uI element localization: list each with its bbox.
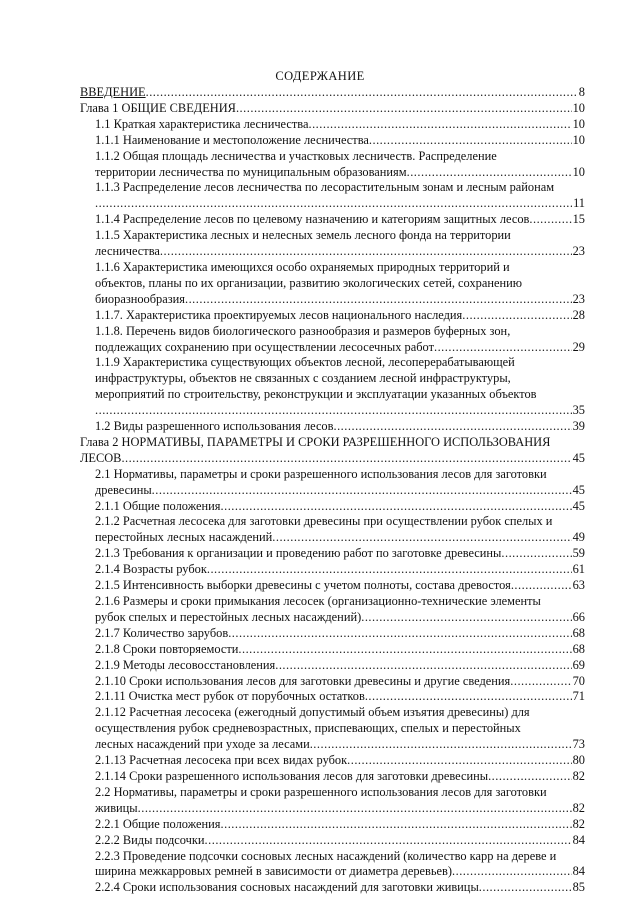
toc-entry-title: 2.1.11 Очистка мест рубок от порубочных остатков	[95, 689, 365, 704]
toc-entry-text-line: 1.1.8. Перечень видов биологического разнообразия и размеров буферных зон,	[95, 323, 511, 338]
toc-entry-title: рубок спелых и перестойных лесных насаждений)	[95, 609, 362, 624]
toc-page-number: 10	[572, 164, 585, 179]
toc-entry[interactable]	[80, 435, 585, 467]
toc-page-number: 73	[572, 737, 585, 752]
toc-page-number: 68	[572, 641, 585, 656]
toc-page-number: 11	[573, 196, 585, 211]
dot-leader	[511, 578, 572, 594]
toc-page-number: 45	[572, 450, 585, 465]
toc-entry[interactable]	[80, 880, 585, 896]
toc-entry[interactable]	[80, 594, 585, 626]
toc-page-number: 10	[572, 116, 585, 131]
toc-page-number: 85	[572, 880, 585, 895]
toc-page-number: 82	[572, 800, 585, 815]
toc-entry[interactable]	[80, 85, 585, 101]
toc-page-number: 84	[572, 864, 585, 879]
toc-entry-text-line: 2.1.2 Расчетная лесосека для заготовки древесины при осуществлении рубок спелых и	[95, 514, 553, 529]
dot-leader	[347, 753, 571, 769]
toc-entry-title: 1.1.1 Наименование и местоположение лесничества	[95, 132, 369, 147]
toc-page-number: 82	[572, 816, 585, 831]
toc-entry[interactable]	[80, 149, 585, 181]
toc-entry[interactable]	[80, 753, 585, 769]
toc-entry-text-line: инфраструктуры, объектов не связанных с созданием лесной инфраструктуры,	[95, 371, 511, 386]
dot-leader	[529, 212, 571, 228]
toc-page-number: 61	[572, 562, 585, 577]
page-title: СОДЕРЖАНИЕ	[275, 69, 365, 83]
toc-entry-title: 2.1.5 Интенсивность выборки древесины с учетом полноты, состава древостоя	[95, 578, 511, 593]
toc-entry[interactable]	[80, 308, 585, 324]
toc-entry-title: 2.1.10 Сроки использования лесов для заготовки древесины и другие сведения	[95, 673, 511, 688]
toc-entry-title: ЛЕСОВ	[80, 450, 122, 465]
toc-entry[interactable]	[80, 849, 585, 881]
dot-leader	[488, 769, 572, 785]
toc-page-number: 45	[572, 498, 585, 513]
toc-entry[interactable]	[80, 419, 585, 435]
dot-leader	[228, 626, 571, 642]
toc-entry-title: 1.1 Краткая характеристика лесничества	[95, 116, 309, 131]
dot-leader	[152, 483, 572, 499]
toc-page-number: 15	[572, 212, 585, 227]
dot-leader	[238, 642, 571, 658]
toc-entry-title: 2.1.14 Сроки разрешенного использования лесов для заготовки древесины	[95, 768, 489, 783]
toc-entry-text-line: 1.1.9 Характеристика существующих объектов лесной, лесоперерабатывающей	[95, 355, 515, 370]
toc-page-number: 39	[572, 419, 585, 434]
toc-entry-title: 2.2.4 Сроки использования сосновых насаждений для заготовки живицы	[95, 880, 479, 895]
dot-leader	[221, 817, 572, 833]
toc-entry[interactable]	[80, 355, 585, 419]
toc-entry[interactable]	[80, 689, 585, 705]
toc-entry[interactable]	[80, 133, 585, 149]
toc-entry[interactable]	[80, 817, 585, 833]
toc-page-number: 23	[572, 291, 585, 306]
table-of-contents	[80, 85, 585, 896]
dot-leader	[205, 833, 572, 849]
toc-entry-title: 1.1.4 Распределение лесов по целевому назначению и категориям защитных лесов	[95, 212, 530, 227]
toc-entry[interactable]	[80, 101, 585, 117]
toc-entry[interactable]	[80, 674, 585, 690]
toc-entry-title: 1.2 Виды разрешенного использования лесов	[95, 419, 334, 434]
dot-leader	[121, 451, 571, 467]
toc-entry-text-line: 2.2.3 Проведение подсочки сосновых лесных насаждений (количество карр на дереве и	[95, 848, 557, 863]
dot-leader	[207, 562, 572, 578]
dot-leader	[308, 117, 571, 133]
toc-entry-text-line: 2.1.6 Размеры и сроки примыкания лесосек (организационно-технические элементы	[95, 594, 541, 608]
toc-entry-text-line: Глава 2 НОРМАТИВЫ, ПАРАМЕТРЫ И СРОКИ РАЗРЕШЕННОГО ИСПОЛЬЗОВАНИЯ	[80, 434, 551, 449]
toc-page-number: 10	[572, 100, 585, 115]
toc-entry-text-line: 1.1.2 Общая площадь лесничества и участковых лесничеств. Распределение	[95, 148, 497, 163]
toc-entry-text-line: объектов, планы по их организации, развитию экологических сетей, сохранению	[95, 275, 522, 290]
toc-entry-title: 2.1.4 Возрасты рубок	[95, 562, 207, 577]
dot-leader	[462, 308, 571, 324]
toc-page-number: 63	[572, 578, 585, 593]
toc-entry[interactable]	[80, 769, 585, 785]
toc-page-number: 59	[572, 546, 585, 561]
dot-leader	[361, 610, 571, 626]
dot-leader	[221, 499, 572, 515]
toc-entry[interactable]	[80, 546, 585, 562]
toc-page-number: 23	[572, 244, 585, 259]
toc-entry-title: 2.1.1 Общие положения	[95, 498, 221, 513]
dot-leader	[160, 244, 572, 260]
toc-entry[interactable]	[80, 467, 585, 499]
toc-entry-title: биоразнообразия	[95, 291, 185, 306]
toc-entry-title: древесины	[95, 482, 152, 497]
dot-leader	[310, 737, 572, 753]
toc-entry[interactable]	[80, 785, 585, 817]
toc-entry[interactable]	[80, 705, 585, 753]
toc-page-number: 68	[572, 625, 585, 640]
toc-page-number: 8	[578, 85, 585, 99]
toc-entry-title: ширина межкарровых ремней в зависимости от диаметра деревьев)	[95, 864, 453, 879]
dot-leader	[272, 530, 571, 546]
dot-leader	[275, 658, 571, 674]
dot-leader	[333, 419, 571, 435]
toc-page-number: 10	[572, 132, 585, 147]
toc-entry-title: живицы	[95, 800, 138, 815]
toc-page-number: 84	[572, 832, 585, 847]
toc-page-number: 29	[572, 339, 585, 354]
toc-entry[interactable]	[80, 324, 585, 356]
toc-entry-title: Глава 1 ОБЩИЕ СВЕДЕНИЯ	[80, 100, 236, 115]
toc-page-number: 49	[572, 530, 585, 545]
toc-entry[interactable]	[80, 833, 585, 849]
toc-entry-title: 2.1.7 Количество зарубов	[95, 625, 229, 640]
toc-entry-title: подлежащих сохранению при осуществлении лесосечных работ	[95, 339, 434, 354]
dot-leader	[407, 165, 572, 181]
dot-leader	[452, 864, 572, 880]
dot-leader	[501, 546, 571, 562]
toc-entry[interactable]	[80, 212, 585, 228]
toc-entry-title: 2.2.1 Общие положения	[95, 816, 221, 831]
dot-leader	[434, 340, 572, 356]
dot-leader	[479, 880, 572, 896]
toc-entry-text-line: осуществления рубок средневозрастных, приспевающих, спелых и перестойных	[95, 721, 521, 736]
toc-entry[interactable]	[80, 578, 585, 594]
toc-entry[interactable]	[80, 180, 585, 212]
toc-entry[interactable]	[80, 562, 585, 578]
toc-page-number: 45	[572, 482, 585, 497]
toc-entry[interactable]	[80, 626, 585, 642]
toc-entry-title: лесных насаждений при уходе за лесами	[95, 737, 310, 752]
toc-entry[interactable]	[80, 514, 585, 546]
toc-entry-title: 2.1.3 Требования к организации и проведению работ по заготовке древесины	[95, 546, 502, 561]
toc-entry[interactable]	[80, 228, 585, 260]
toc-entry-title: территории лесничества по муниципальным образованиям	[95, 164, 407, 179]
toc-entry-text-line: 2.1.12 Расчетная лесосека (ежегодный допустимый объем изъятия древесины) для	[95, 705, 530, 720]
dot-leader	[510, 674, 571, 690]
toc-page-number: 82	[572, 768, 585, 783]
dot-leader	[185, 292, 572, 308]
toc-entry-title: 2.1.9 Методы лесовосстановления	[95, 657, 276, 672]
toc-page-number: 70	[572, 673, 585, 688]
toc-entry-title: ВВЕДЕНИЕ	[80, 85, 146, 99]
dot-leader	[365, 689, 572, 705]
toc-entry-title: лесничества	[95, 244, 160, 259]
dot-leader	[146, 85, 578, 101]
toc-page-number: 28	[572, 307, 585, 322]
toc-page-number: 71	[572, 689, 585, 704]
dot-leader	[95, 196, 572, 212]
toc-entry[interactable]	[80, 499, 585, 515]
dot-leader	[95, 403, 572, 419]
toc-entry-title: 2.1.13 Расчетная лесосека при всех видах рубок	[95, 753, 348, 768]
dot-leader	[236, 101, 572, 117]
toc-entry[interactable]	[80, 117, 585, 133]
toc-page-number: 80	[572, 753, 585, 768]
toc-entry-text-line: 2.1 Нормативы, параметры и сроки разрешенного использования лесов для заготовки	[95, 466, 547, 481]
toc-page-number: 66	[572, 609, 585, 624]
toc-entry-text-line: 1.1.3 Распределение лесов лесничества по лесорастительным зонам и лесным районам	[95, 180, 555, 195]
toc-entry-title: 2.2.2 Виды подсочки	[95, 832, 205, 847]
toc-entry-title: 2.1.8 Сроки повторяемости	[95, 641, 239, 656]
toc-entry[interactable]	[80, 260, 585, 308]
toc-page-number: 35	[572, 403, 585, 418]
dot-leader	[138, 801, 572, 817]
toc-entry-text-line: 1.1.6 Характеристика имеющихся особо охраняемых природных территорий и	[95, 259, 510, 274]
toc-entry[interactable]	[80, 642, 585, 658]
toc-entry[interactable]	[80, 658, 585, 674]
toc-page-number: 69	[572, 657, 585, 672]
dot-leader	[369, 133, 572, 149]
toc-entry-text-line: 1.1.5 Характеристика лесных и нелесных земель лесного фонда на территории	[95, 228, 511, 243]
toc-entry-title: перестойных лесных насаждений	[95, 530, 273, 545]
toc-entry-title: 1.1.7. Характеристика проектируемых лесов национального наследия	[95, 307, 463, 322]
toc-entry-text-line: мероприятий по строительству, реконструкции и эксплуатации указанных объектов	[95, 387, 537, 402]
toc-entry-text-line: 2.2 Нормативы, параметры и сроки разрешенного использования лесов для заготовки	[95, 784, 547, 799]
